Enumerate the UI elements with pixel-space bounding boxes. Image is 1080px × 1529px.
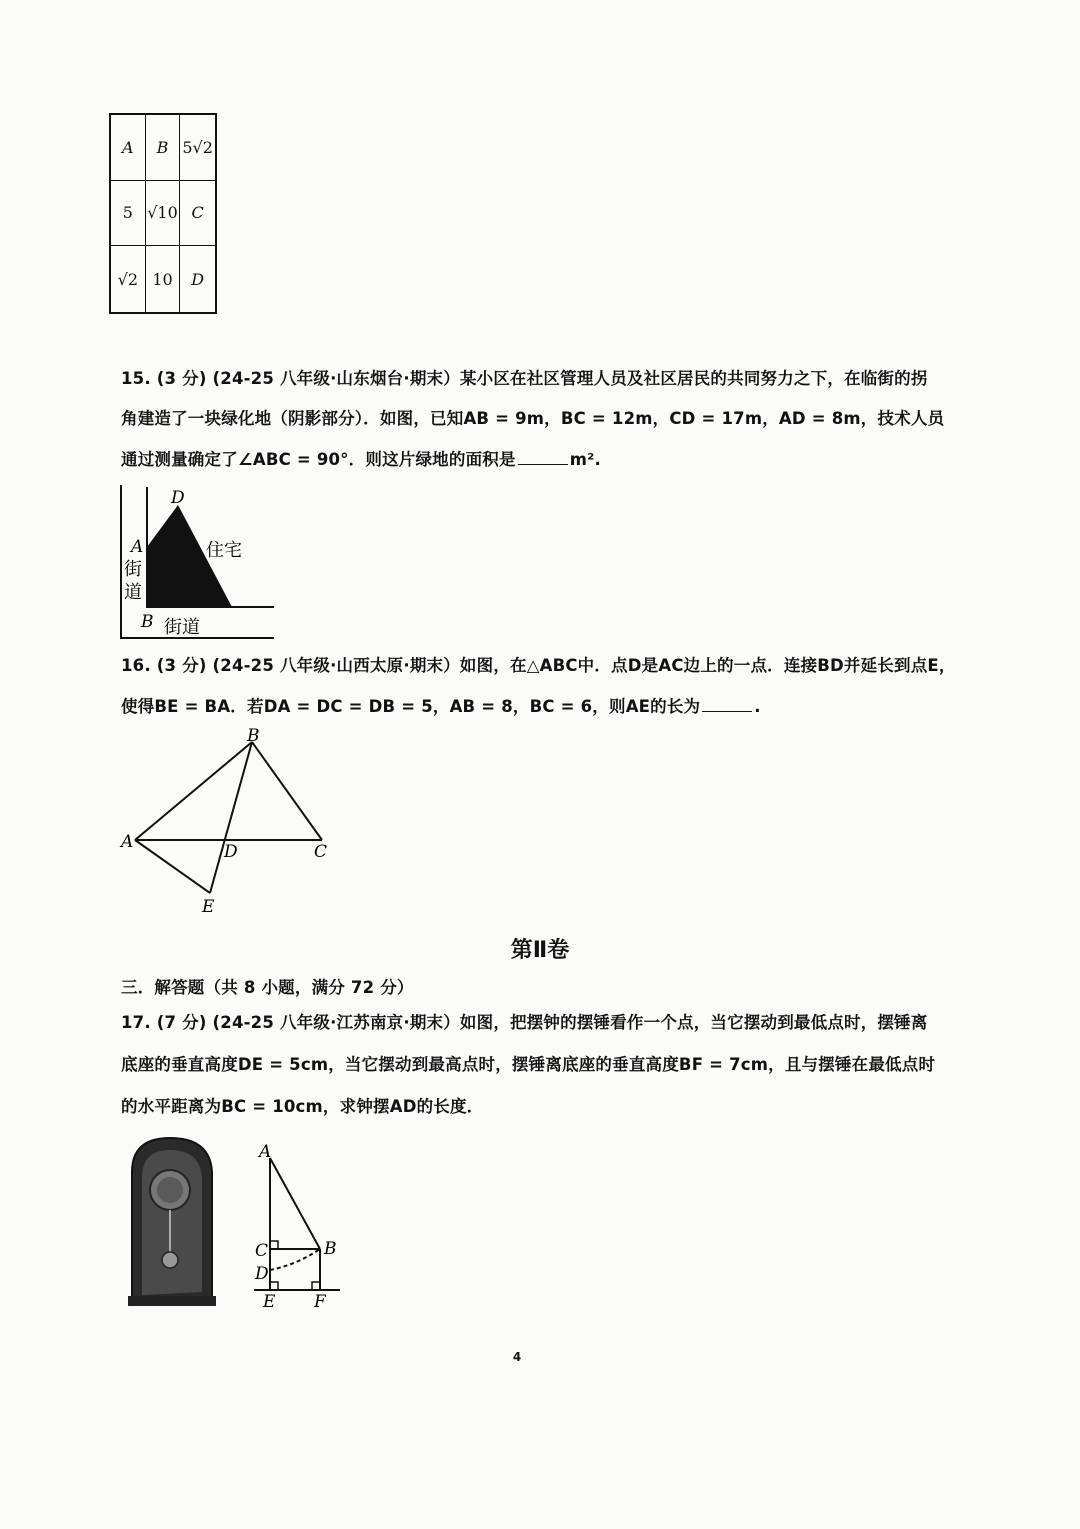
section-title: 第Ⅱ卷 xyxy=(510,938,570,963)
grid-cell: C xyxy=(180,181,215,247)
q15-line1: 15. (3 分) (24-25 八年级·山东烟台·期末）某小区在社区管理人员及社区居民的共同努力之下，在临街的拐 xyxy=(121,369,928,388)
q15-unit: m². xyxy=(569,450,601,469)
point-d: D xyxy=(255,1264,269,1284)
q16-line1: 16. (3 分) (24-25 八年级·山西太原·期末）如图，在△ABC中．点D是AC边上的一点．连接BD并延长到点E， xyxy=(121,656,956,675)
label-street-vertical-1: 街 xyxy=(124,559,142,580)
vertex-b: B xyxy=(247,726,260,746)
q17-line3: 的水平距离为BC = 10cm，求钟摆AD的长度． xyxy=(121,1097,484,1116)
q17-line1: 17. (7 分) (24-25 八年级·江苏南京·期末）如图，把摆钟的摆锤看作一个点，当它摆动到最低点时，摆锤离 xyxy=(121,1013,928,1032)
vertex-e: E xyxy=(202,897,215,917)
grid-cell: D xyxy=(191,269,205,289)
grid-cell: A xyxy=(111,115,146,181)
vertex-a: A xyxy=(121,832,134,852)
q15-line3-text: 通过测量确定了∠ABC = 90°．则这片绿地的面积是 xyxy=(121,450,516,469)
vertex-c: C xyxy=(314,842,328,862)
grid-cell: 5 xyxy=(111,181,146,247)
label-street-horizontal: 街道 xyxy=(164,617,200,638)
grid-cell: √10 xyxy=(146,181,181,247)
section-heading: 三．解答题（共 8 小题，满分 72 分） xyxy=(121,978,414,997)
point-f: F xyxy=(314,1292,326,1312)
point-e: E xyxy=(263,1292,276,1312)
label-d: D xyxy=(171,488,185,508)
q17-line2: 底座的垂直高度DE = 5cm，当它摆动到最高点时，摆锤离底座的垂直高度BF = 7cm，且与摆锤在最低点时 xyxy=(121,1055,936,1074)
point-a: A xyxy=(259,1142,272,1162)
point-c: C xyxy=(255,1241,269,1261)
grid-cell: B xyxy=(146,115,181,181)
q16-period: . xyxy=(754,697,761,716)
page-number: 4 xyxy=(512,1350,522,1364)
label-residence: 住宅 xyxy=(206,540,242,561)
grid-cell: √2 xyxy=(111,246,146,312)
label-a: A xyxy=(131,537,144,557)
label-street-vertical-2: 道 xyxy=(124,582,142,603)
grid-cell: 5√2 xyxy=(180,115,215,181)
q15-line2: 角建造了一块绿化地（阴影部分）．如图，已知AB = 9m，BC = 12m，CD = 17m，AD = 8m，技术人员 xyxy=(121,409,945,428)
q16-line2-text: 使得BE = BA．若DA = DC = DB = 5，AB = 8，BC = 6，则AE的长为 xyxy=(121,697,701,716)
grid-cell: 10 xyxy=(146,246,181,312)
point-b: B xyxy=(324,1239,337,1259)
label-b: B xyxy=(141,612,154,632)
vertex-d: D xyxy=(224,842,238,862)
